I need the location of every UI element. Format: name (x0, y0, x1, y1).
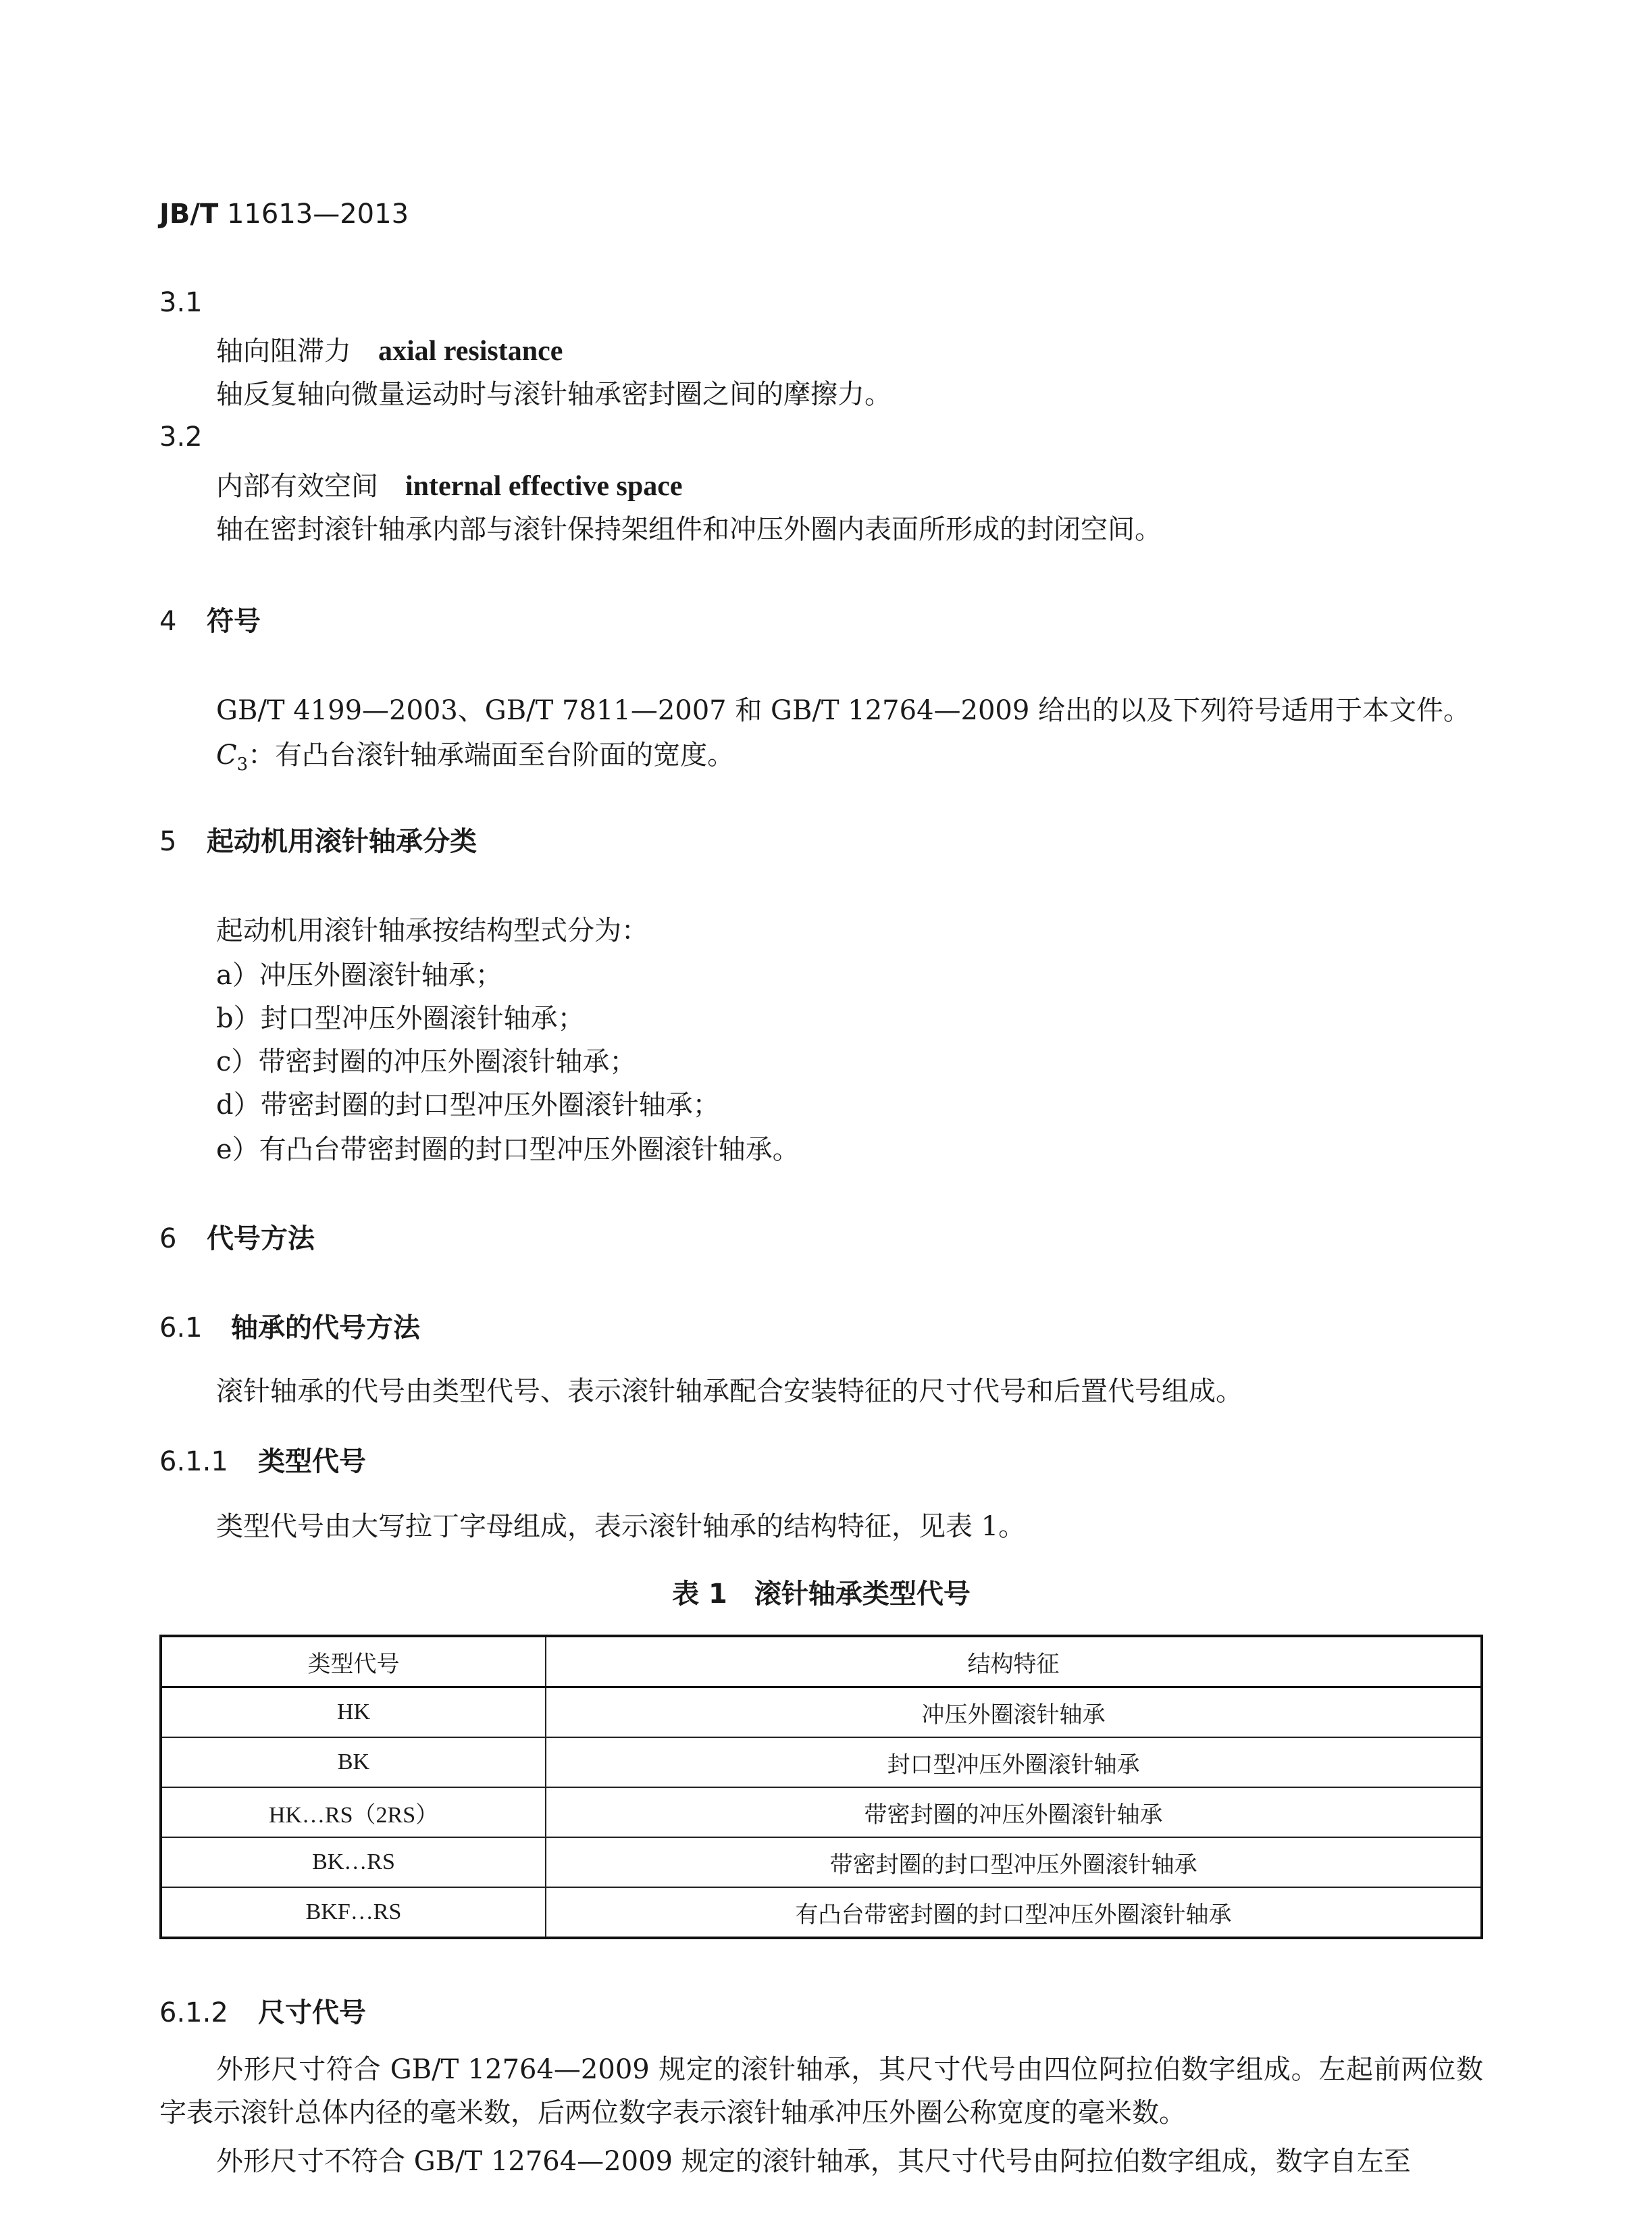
symbol-subscript: 3 (236, 754, 249, 775)
list-item: d）带密封圈的封口型冲压外圈滚针轴承； (216, 1090, 720, 1121)
section-number: 6.1.1 (159, 1446, 228, 1477)
symbols-paragraph: GB/T 4199—2003、GB/T 7811—2007 和 GB/T 12764—2009 给出的以及下列符号适用于本文件。 (216, 695, 1471, 726)
table-row (161, 1737, 1482, 1787)
term-definition-3-2: 轴在密封滚针轴承内部与滚针保持架组件和冲压外圈内表面所形成的封闭空间。 (216, 514, 1162, 545)
table-cell-feature: 冲压外圈滚针轴承 (546, 1687, 1482, 1738)
term-en: axial resistance (378, 336, 563, 367)
term-definition-3-1: 轴反复轴向微量运动时与滚针轴承密封圈之间的摩擦力。 (216, 379, 892, 410)
table-cell-code: BKF…RS (161, 1887, 546, 1938)
section-heading-6-1 (159, 1306, 420, 1345)
table-cell-feature: 带密封圈的封口型冲压外圈滚针轴承 (546, 1837, 1482, 1887)
table-row (161, 1887, 1482, 1938)
list-item: e）有凸台带密封圈的封口型冲压外圈滚针轴承。 (216, 1134, 800, 1165)
table-cell-code: BK (161, 1737, 546, 1787)
section-number: 5 (159, 826, 177, 857)
paragraph: 外形尺寸符合 GB/T 12764—2009 规定的滚针轴承，其尺寸代号由四位阿拉伯数字组成。左起前两位数字表示滚针总体内径的毫米数，后两位数字表示滚针轴承冲压外圈公称宽度的毫米数。 (159, 2054, 1483, 2128)
section-number: 6 (159, 1223, 177, 1254)
classification-intro: 起动机用滚针轴承按结构型式分为： (216, 915, 648, 946)
symbol-definition-text: ：有凸台滚针轴承端面至台阶面的宽度。 (248, 740, 735, 771)
list-item: c）带密封圈的冲压外圈滚针轴承； (216, 1046, 637, 1077)
clause-number-3-1: 3.1 (159, 287, 203, 318)
table-header-cell: 类型代号 (161, 1636, 546, 1687)
table-cell-feature: 封口型冲压外圈滚针轴承 (546, 1737, 1482, 1787)
document-id-prefix: JB/T (159, 199, 219, 230)
paragraph: 滚针轴承的代号由类型代号、表示滚针轴承配合安装特征的尺寸代号和后置代号组成。 (216, 1376, 1243, 1407)
list-item: a）冲压外圈滚针轴承； (216, 960, 502, 991)
table-cell-feature: 带密封圈的冲压外圈滚针轴承 (546, 1787, 1482, 1837)
section-title: 类型代号 (258, 1446, 366, 1477)
section-heading-6-1-2 (159, 1991, 366, 2030)
document-id-text: 11613—2013 (226, 199, 409, 230)
term-en: internal effective space (405, 471, 683, 502)
table-header-cell: 结构特征 (546, 1636, 1482, 1687)
section-title: 尺寸代号 (258, 1997, 366, 2028)
document-id (159, 199, 409, 230)
table-cell-code: HK (161, 1687, 546, 1738)
paragraph: 外形尺寸不符合 GB/T 12764—2009 规定的滚针轴承，其尺寸代号由阿拉伯数字组成，数字自左至 (216, 2146, 1411, 2177)
paragraph: 类型代号由大写拉丁字母组成，表示滚针轴承的结构特征，见表 1。 (216, 1511, 1026, 1542)
table-cell-code: HK…RS（2RS） (161, 1787, 546, 1837)
term-zh: 轴向阻滞力 (216, 336, 351, 367)
section-title: 轴承的代号方法 (231, 1312, 420, 1343)
table-row (161, 1787, 1482, 1837)
symbol-c: C (216, 740, 237, 771)
table-cell-feature: 有凸台带密封圈的封口型冲压外圈滚针轴承 (546, 1887, 1482, 1938)
section-number: 4 (159, 606, 177, 637)
term-3-1 (216, 330, 563, 368)
table-row (161, 1837, 1482, 1887)
table-cell-code: BK…RS (161, 1837, 546, 1887)
section-title: 符号 (207, 606, 261, 637)
list-item: b）封口型冲压外圈滚针轴承； (216, 1003, 585, 1034)
section-heading-6 (159, 1217, 315, 1256)
table-row (161, 1687, 1482, 1738)
table-caption: 表 1 滚针轴承类型代号 (672, 1579, 971, 1610)
table-header-row (161, 1636, 1482, 1687)
section-heading-4 (159, 600, 261, 638)
term-3-2 (216, 465, 683, 503)
clause-number-3-2: 3.2 (159, 421, 203, 453)
section-heading-6-1-1 (159, 1440, 366, 1479)
section-title: 代号方法 (207, 1223, 315, 1254)
symbol-definition (216, 734, 734, 775)
term-zh: 内部有效空间 (216, 471, 378, 502)
section-title: 起动机用滚针轴承分类 (207, 826, 477, 857)
section-number: 6.1 (159, 1312, 203, 1343)
section-number: 6.1.2 (159, 1997, 228, 2028)
section-heading-5 (159, 820, 477, 859)
type-code-table (159, 1635, 1483, 1939)
